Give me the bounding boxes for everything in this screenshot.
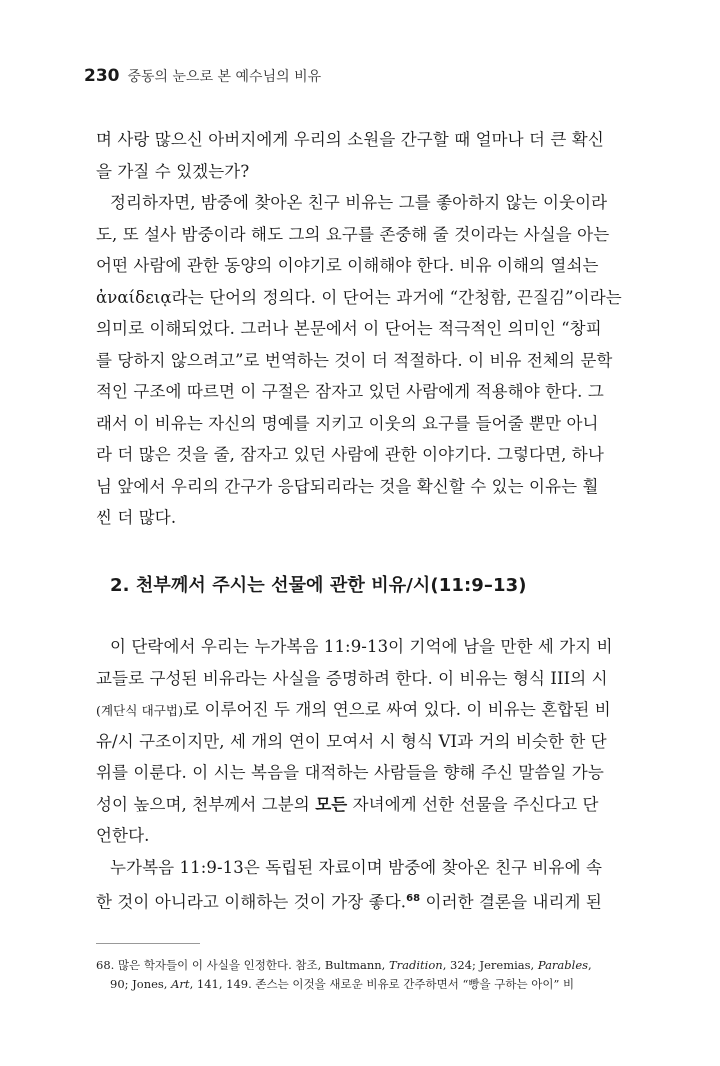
footnote-text: 68. 많은 학자들이 이 사실을 인정한다. 참조, Bultmann,	[96, 958, 389, 972]
footnote-text: , 141, 149. 존스는 이것을 새로운 비유로 간주하면서 “빵을 구하는 아이” 비	[189, 977, 575, 991]
text-line: ἀναίδειᾳ라는 단어의 정의다. 이 단어는 과거에 “간청함, 끈질김”이라는	[96, 287, 622, 307]
text-line: 누가복음 11:9-13은 독립된 자료이며 밤중에 찾아온 친구 비유에 속	[110, 857, 603, 877]
page-header	[84, 66, 321, 86]
text-span: 로 이루어진 두 개의 연으로 싸여 있다. 이 비유는 혼합된 비	[183, 700, 611, 719]
text-line: 유/시 구조이지만, 세 개의 연이 모여서 시 형식 VI과 거의 비슷한 한 단	[96, 731, 607, 751]
footnote-text: ,	[588, 958, 592, 972]
running-title: 중동의 눈으로 본 예수님의 비유	[127, 69, 322, 85]
paragraph-3	[96, 631, 613, 852]
paragraph-1	[96, 124, 608, 187]
text-line: 의미로 이해되었다. 그러나 본문에서 이 단어는 적극적인 의미인 “창피	[96, 319, 602, 338]
text-line: 며 사랑 많으신 아버지에게 우리의 소원을 간구할 때 얼마나 더 큰 확신	[96, 130, 604, 149]
footnote-italic: Art	[171, 977, 190, 991]
text-span: 성이 높으며, 천부께서 그분의	[96, 794, 316, 814]
text-line	[96, 789, 608, 821]
paragraph-4	[96, 852, 608, 915]
footnote	[96, 956, 608, 994]
text-span: 한 것이 아니라고 이해하는 것이 가장 좋다.	[96, 892, 407, 912]
footnote-marker[interactable]: 68	[406, 893, 421, 904]
text-line: 라 더 많은 것을 줄, 잠자고 있던 사람에 관한 이야기다. 그렇다면, 하나	[96, 445, 604, 464]
paragraph-2	[96, 187, 622, 534]
text-line: 위를 이룬다. 이 시는 복음을 대적하는 사람들을 향해 주신 말씀일 가능	[96, 763, 604, 782]
text-line: 을 가질 수 있겠는가?	[96, 161, 250, 181]
footnote-line	[96, 956, 608, 975]
text-line	[96, 694, 611, 726]
footnote-italic: Parables	[537, 958, 589, 972]
text-line: 적인 구조에 따르면 이 구절은 잠자고 있던 사람에게 적용해야 한다. 그	[96, 382, 604, 401]
footnote-line	[96, 975, 608, 994]
text-line: 를 당하지 않으려고”로 번역하는 것이 더 적절하다. 이 비유 전체의 문학	[96, 350, 613, 370]
small-annotation: (계단식 대구법)	[96, 703, 184, 718]
body-text	[96, 124, 622, 915]
text-line: 도, 또 설사 밤중이라 해도 그의 요구를 존중해 줄 것이라는 사실을 아는	[96, 224, 610, 244]
footnote-text: 90; Jones,	[110, 977, 172, 991]
text-line: 래서 이 비유는 자신의 명예를 지키고 이웃의 요구를 들어줄 뿐만 아니	[96, 413, 599, 433]
text-line: 이 단락에서 우리는 누가복음 11:9-13이 기억에 남을 만한 세 가지 비	[110, 637, 613, 656]
text-line: 어떤 사람에 관한 동양의 이야기로 이해해야 한다. 비유 이해의 열쇠는	[96, 256, 599, 275]
text-span: 이러한 결론을 내리게 된	[420, 892, 602, 912]
footnote-divider	[96, 943, 200, 944]
footnote-text: , 324; Jeremias,	[442, 958, 538, 972]
text-line	[96, 883, 608, 915]
footnote-italic: Tradition	[388, 958, 443, 972]
emphasis-text: 모든	[315, 794, 348, 814]
text-line: 님 앞에서 우리의 간구가 응답되리라는 것을 확신할 수 있는 이유는 훨	[96, 476, 599, 496]
text-line: 교들로 구성된 비유라는 사실을 증명하려 한다. 이 비유는 형식 III의 시	[96, 668, 608, 688]
text-line: 씬 더 많다.	[96, 508, 177, 527]
page-number: 230	[84, 66, 120, 86]
text-span: 자녀에게 선한 선물을 주신다고 단	[347, 794, 599, 814]
text-line: 정리하자면, 밤중에 찾아온 친구 비유는 그를 좋아하지 않는 이웃이라	[110, 193, 608, 212]
section-heading: 2. 천부께서 주시는 선물에 관한 비유/시(11:9–13)	[110, 574, 527, 596]
text-line: 언한다.	[96, 826, 150, 845]
